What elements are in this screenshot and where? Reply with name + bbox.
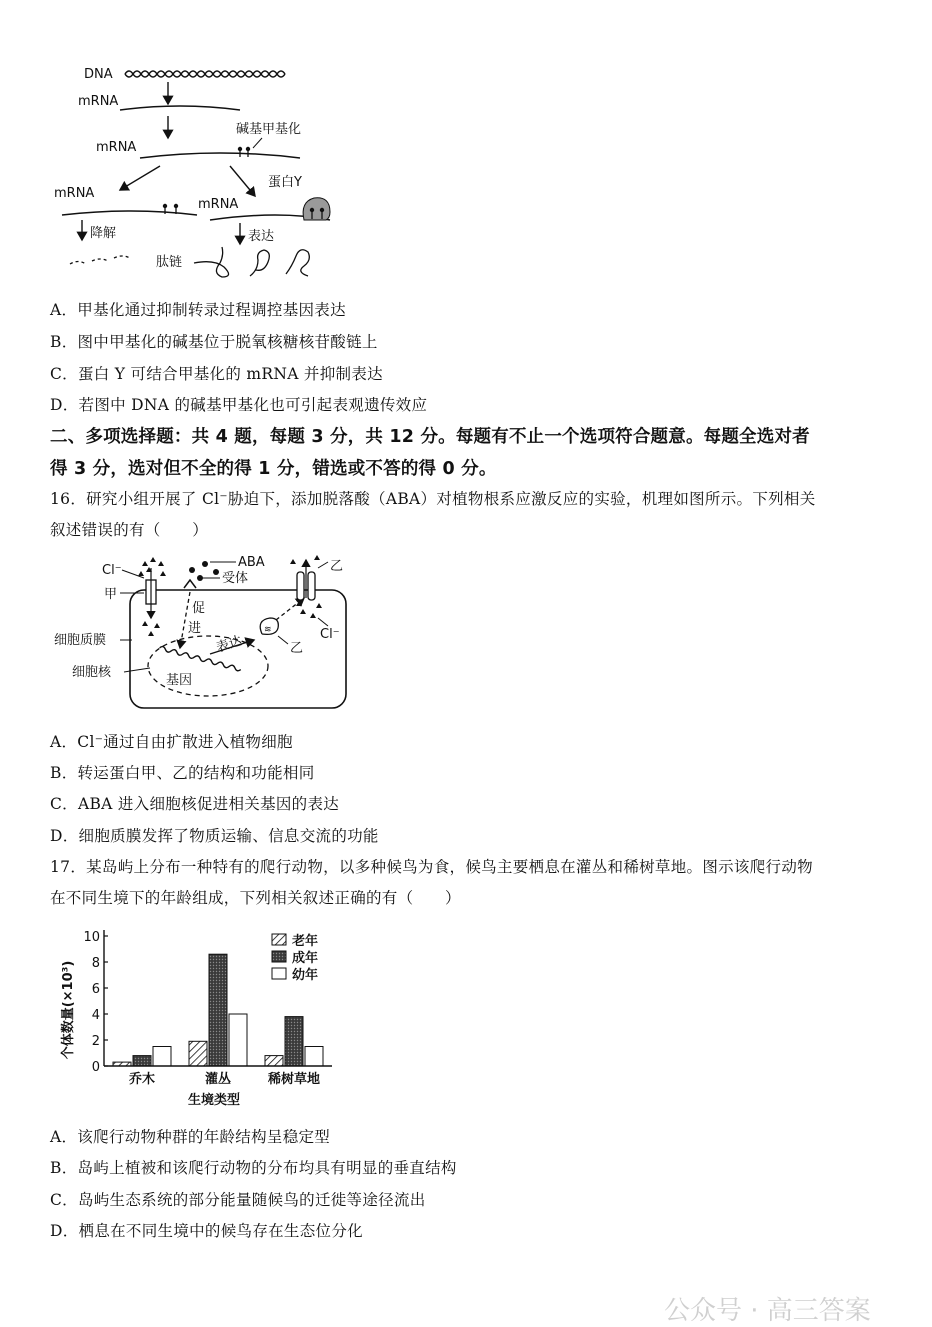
chart-y-tick-label: 8: [91, 956, 100, 971]
membrane-label: 细胞质膜: [54, 633, 107, 648]
chart-category-label: 灌丛: [204, 1072, 232, 1087]
chart-bar: [229, 1014, 247, 1066]
q15-option-a: A．甲基化通过抑制转录过程调控基因表达: [50, 301, 346, 319]
methylation-diagram: [50, 58, 350, 288]
protein-y-label: 蛋白Y: [268, 175, 302, 190]
q15-option-c: C．蛋白 Y 可结合甲基化的 mRNA 并抑制表达: [50, 365, 383, 383]
chart-bar: [133, 1056, 151, 1066]
q17-option-a: A．该爬行动物种群的年龄结构呈稳定型: [50, 1128, 331, 1146]
chart-y-tick-label: 0: [91, 1060, 100, 1075]
section2-heading-line2: 得 3 分，选对但不全的得 1 分，错选或不答的得 0 分。: [50, 459, 497, 479]
chart-y-tick-label: 4: [91, 1008, 100, 1023]
q16-option-c: C．ABA 进入细胞核促进相关基因的表达: [50, 795, 340, 813]
chart-y-axis-label: 个体数量(×10³): [61, 960, 76, 1060]
cell-mechanism-diagram: [50, 548, 360, 720]
q16-stem-line2: 叙述错误的有（ ）: [50, 521, 209, 539]
svg-text:≋: ≋: [264, 625, 272, 635]
chart-bar: [189, 1041, 207, 1066]
chart-legend-swatch: [272, 951, 286, 962]
mrna-label-3: mRNA: [54, 186, 95, 201]
protein-y-shape: [303, 198, 330, 220]
mrna-label-1: mRNA: [78, 94, 119, 109]
q15-option-b: B．图中甲基化的碱基位于脱氧核糖核苷酸链上: [50, 333, 378, 351]
jia-label: 甲: [104, 587, 118, 602]
express-label: 表达: [248, 229, 275, 244]
q17-stem-line2: 在不同生境下的年龄组成，下列相关叙述正确的有（ ）: [50, 889, 461, 907]
receptor-label: 受体: [222, 571, 249, 586]
chart-category-label: 乔木: [128, 1072, 156, 1087]
q17-option-c: C．岛屿生态系统的部分能量随候鸟的迁徙等途径流出: [50, 1191, 426, 1209]
age-structure-chart: [50, 922, 350, 1112]
gene-label: 基因: [166, 673, 193, 688]
chart-legend-swatch: [272, 934, 286, 945]
chart-bar: [305, 1047, 323, 1067]
receptor-shape: [184, 580, 196, 588]
yi-label-2: 乙: [290, 641, 304, 656]
q16-option-d: D．细胞质膜发挥了物质运输、信息交流的功能: [50, 827, 379, 845]
cl-label-1: Cl⁻: [102, 563, 122, 578]
chart-x-axis-label: 生境类型: [187, 1093, 241, 1108]
q17-option-b: B．岛屿上植被和该爬行动物的分布均具有明显的垂直结构: [50, 1159, 457, 1177]
chart-bar: [153, 1047, 171, 1067]
promote-label-2: 进: [188, 621, 202, 636]
cl-ions-inside-left: [142, 621, 160, 636]
chart-legend-swatch: [272, 968, 286, 979]
mrna-label-2: mRNA: [96, 140, 137, 155]
q16-option-a: A．Cl⁻通过自由扩散进入植物细胞: [50, 733, 293, 751]
chart-category-label: 稀树草地: [267, 1072, 321, 1087]
yi-label-1: 乙: [330, 559, 344, 574]
q17-stem-line1: 17．某岛屿上分布一种特有的爬行动物，以多种候鸟为食，候鸟主要栖息在灌丛和稀树草地。图示该爬行动物: [50, 858, 813, 876]
aba-label: ABA: [238, 555, 265, 570]
mrna-label-4: mRNA: [198, 197, 239, 212]
chart-y-tick-label: 10: [83, 930, 100, 945]
chart-legend-label: 幼年: [292, 968, 319, 983]
q15-option-d: D．若图中 DNA 的碱基甲基化也可引起表观遗传效应: [50, 396, 428, 414]
degrade-label: 降解: [90, 226, 117, 241]
chart-legend-label: 老年: [292, 934, 319, 949]
chart-y-tick-label: 6: [91, 982, 100, 997]
methylation-label: 碱基甲基化: [236, 122, 302, 137]
transporter-yi: [297, 572, 304, 600]
peptide-chains: [194, 247, 309, 277]
chart-bar: [285, 1017, 303, 1066]
chart-y-tick-label: 2: [91, 1034, 100, 1049]
express-label-2: 表达: [214, 633, 244, 656]
chart-bar: [209, 954, 227, 1066]
peptide-label: 肽链: [156, 255, 183, 270]
promote-label-1: 促: [192, 601, 206, 616]
watermark: 公众号 · 高三答案: [664, 1296, 871, 1326]
q16-stem-line1: 16．研究小组开展了 Cl⁻胁迫下，添加脱落酸（ABA）对植物根系应激反应的实验，机理如图所示。下列相关: [50, 490, 816, 508]
nucleus-label: 细胞核: [72, 665, 112, 680]
degraded-fragments: [70, 256, 130, 264]
q16-option-b: B．转运蛋白甲、乙的结构和功能相同: [50, 764, 315, 782]
dna-label: DNA: [84, 67, 113, 82]
cl-label-2: Cl⁻: [320, 627, 340, 642]
cl-ions-outside: [138, 557, 166, 576]
chart-bar: [265, 1056, 283, 1066]
chart-legend-label: 成年: [292, 951, 319, 966]
q17-option-d: D．栖息在不同生境中的候鸟存在生态位分化: [50, 1222, 363, 1240]
section2-heading-line1: 二、多项选择题：共 4 题，每题 3 分，共 12 分。每题有不止一个选项符合题意。每题全选对者: [50, 427, 810, 447]
